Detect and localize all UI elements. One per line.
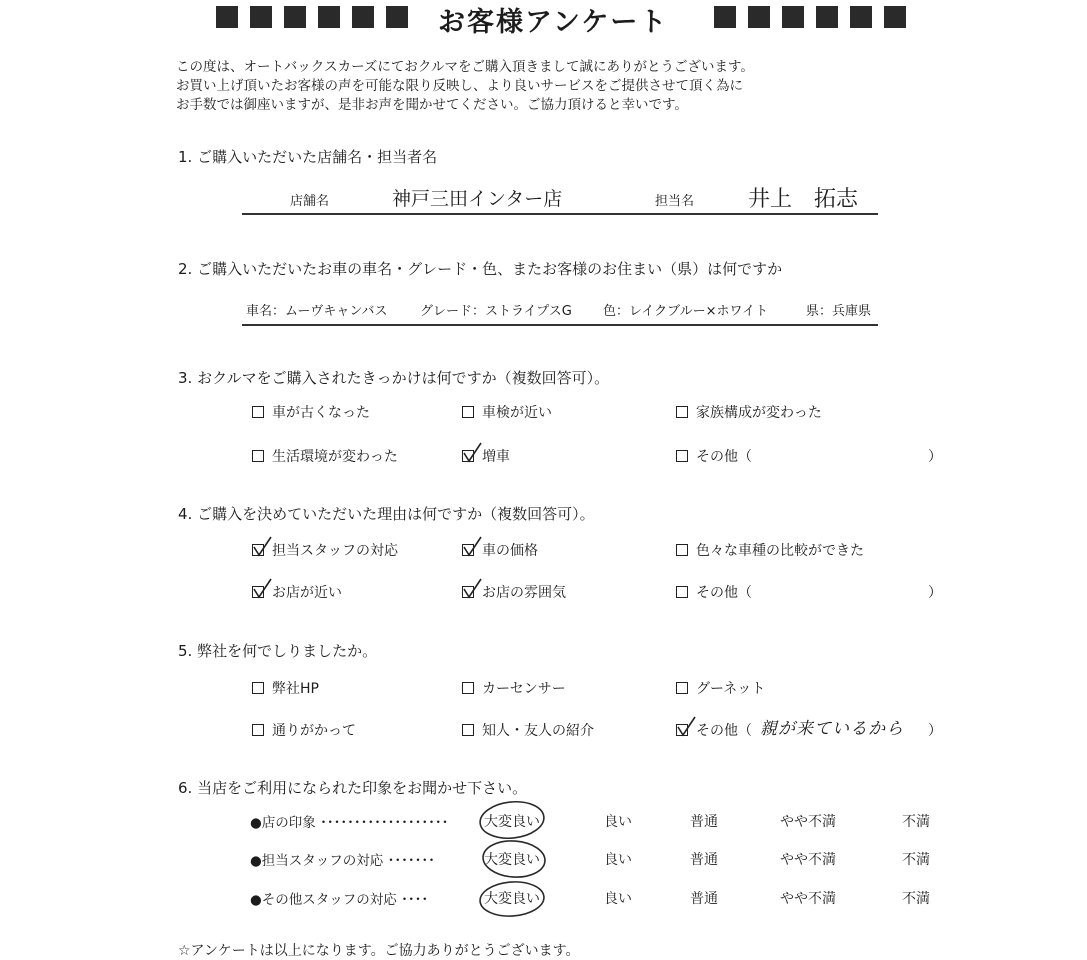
rating-good[interactable]: 良い xyxy=(604,852,632,868)
rating-somewhat-dissatisfied[interactable]: やや不満 xyxy=(780,891,836,907)
store-value: 神戸三田インター店 xyxy=(392,188,563,210)
q3-other-close: ） xyxy=(928,449,942,465)
q4-option-near[interactable]: お店が近い xyxy=(252,582,342,602)
q5-other-close: ） xyxy=(928,723,942,739)
decorative-square xyxy=(386,6,408,28)
staff-label: 担当名 xyxy=(655,194,695,209)
checkbox-checked[interactable] xyxy=(676,724,688,736)
checkbox[interactable] xyxy=(676,450,688,462)
rating-average[interactable]: 普通 xyxy=(690,891,718,907)
checkmark-icon xyxy=(462,536,484,558)
selection-circles-icon xyxy=(468,796,558,926)
q2-underline xyxy=(242,324,878,326)
q5-option-goonet[interactable]: グーネット xyxy=(676,678,765,698)
decorative-square xyxy=(250,6,272,28)
rating-average[interactable]: 普通 xyxy=(690,852,718,868)
q4-option-atmosphere[interactable]: お店の雰囲気 xyxy=(462,582,566,602)
checkbox[interactable] xyxy=(252,406,264,418)
q3-heading: 3. おクルマをご購入されたきっかけは何ですか（複数回答可）。 xyxy=(178,369,610,387)
q6-row-staff-label: ●担当スタッフの対応 ･･･････ xyxy=(250,853,435,869)
checkbox[interactable] xyxy=(462,724,474,736)
q5-option-passing[interactable]: 通りがかって xyxy=(252,720,356,740)
checkbox[interactable] xyxy=(252,450,264,462)
checkmark-icon xyxy=(676,716,698,738)
q3-option-inspection[interactable]: 車検が近い xyxy=(462,402,552,422)
footer-note: ☆アンケートは以上になります。ご協力ありがとうございます。 xyxy=(178,943,580,959)
rating-very-good[interactable]: 大変良い xyxy=(484,891,540,907)
car-name: 車名：ムーヴキャンバス xyxy=(246,304,388,319)
rating-good[interactable]: 良い xyxy=(604,814,632,830)
prefecture: 県：兵庫県 xyxy=(806,304,872,319)
q4-heading: 4. ご購入を決めていただいた理由は何ですか（複数回答可）。 xyxy=(178,505,595,523)
rating-somewhat-dissatisfied[interactable]: やや不満 xyxy=(780,852,836,868)
intro-line-3: お手数では御座いますが、是非お声を聞かせてください。ご協力頂けると幸いです。 xyxy=(176,97,688,113)
q3-option-other[interactable]: その他（ xyxy=(676,446,752,466)
rating-good[interactable]: 良い xyxy=(604,891,632,907)
decorative-square xyxy=(850,6,872,28)
decorative-square xyxy=(748,6,770,28)
decorative-square xyxy=(216,6,238,28)
q3-option-extra-car[interactable]: 増車 xyxy=(462,446,510,466)
checkbox[interactable] xyxy=(462,682,474,694)
q5-option-homepage[interactable]: 弊社HP xyxy=(252,678,319,698)
decorative-square xyxy=(714,6,736,28)
rating-dissatisfied[interactable]: 不満 xyxy=(902,814,930,830)
staff-value: 井上 拓志 xyxy=(748,187,859,212)
intro-line-1: この度は、オートバックスカーズにておクルマをご購入頂きまして誠にありがとうございます。 xyxy=(176,59,754,75)
q5-heading: 5. 弊社を何でしりましたか。 xyxy=(178,642,378,660)
checkbox[interactable] xyxy=(252,682,264,694)
q4-option-compare[interactable]: 色々な車種の比較ができた xyxy=(676,540,864,560)
q2-heading: 2. ご購入いただいたお車の車名・グレード・色、またお客様のお住まい（県）は何ですか xyxy=(178,260,783,278)
intro-line-2: お買い上げ頂いたお客様の声を可能な限り反映し、より良いサービスをご提供させて頂く為に xyxy=(176,78,743,94)
checkbox-checked[interactable] xyxy=(252,544,264,556)
q4-option-staff[interactable]: 担当スタッフの対応 xyxy=(252,540,398,560)
checkbox[interactable] xyxy=(462,406,474,418)
checkmark-icon xyxy=(252,578,274,600)
checkbox[interactable] xyxy=(676,406,688,418)
q5-option-carsensor[interactable]: カーセンサー xyxy=(462,678,566,698)
checkbox-checked[interactable] xyxy=(462,450,474,462)
decorative-square xyxy=(816,6,838,28)
page-title: お客様アンケート xyxy=(438,7,669,38)
q6-heading: 6. 当店をご利用になられた印象をお聞かせ下さい。 xyxy=(178,779,528,797)
checkmark-icon xyxy=(462,442,484,464)
rating-very-good[interactable]: 大変良い xyxy=(484,814,540,830)
q6-row-other-staff-label: ●その他スタッフの対応 ････ xyxy=(250,892,429,908)
q1-heading: 1. ご購入いただいた店舗名・担当者名 xyxy=(178,148,438,166)
car-color: 色：レイクブルー×ホワイト xyxy=(603,304,769,319)
car-grade: グレード：ストライプスG xyxy=(420,304,572,319)
rating-average[interactable]: 普通 xyxy=(690,814,718,830)
q3-option-family[interactable]: 家族構成が変わった xyxy=(676,402,822,422)
decorative-square xyxy=(352,6,374,28)
checkbox[interactable] xyxy=(676,586,688,598)
checkbox[interactable] xyxy=(676,682,688,694)
checkbox-checked[interactable] xyxy=(462,586,474,598)
q3-option-old-car[interactable]: 車が古くなった xyxy=(252,402,370,422)
q4-other-close: ） xyxy=(928,585,942,601)
rating-dissatisfied[interactable]: 不満 xyxy=(902,891,930,907)
rating-very-good[interactable]: 大変良い xyxy=(484,852,540,868)
q6-row-store-label: ●店の印象 ･･･････････････････ xyxy=(250,815,449,831)
decorative-square xyxy=(318,6,340,28)
checkbox-checked[interactable] xyxy=(252,586,264,598)
q5-option-other[interactable]: その他（ xyxy=(676,720,752,740)
q5-option-referral[interactable]: 知人・友人の紹介 xyxy=(462,720,594,740)
decorative-square xyxy=(884,6,906,28)
checkbox[interactable] xyxy=(676,544,688,556)
checkbox[interactable] xyxy=(252,724,264,736)
q4-option-price[interactable]: 車の価格 xyxy=(462,540,538,560)
store-label: 店舗名 xyxy=(290,194,330,209)
checkmark-icon xyxy=(462,578,484,600)
rating-dissatisfied[interactable]: 不満 xyxy=(902,852,930,868)
decorative-square xyxy=(782,6,804,28)
q5-handwritten-answer: 親が来ているから xyxy=(760,719,904,739)
checkbox-checked[interactable] xyxy=(462,544,474,556)
decorative-square xyxy=(284,6,306,28)
q1-underline xyxy=(242,213,878,215)
rating-somewhat-dissatisfied[interactable]: やや不満 xyxy=(780,814,836,830)
checkmark-icon xyxy=(252,536,274,558)
q4-option-other[interactable]: その他（ xyxy=(676,582,752,602)
q3-option-environment[interactable]: 生活環境が変わった xyxy=(252,446,398,466)
